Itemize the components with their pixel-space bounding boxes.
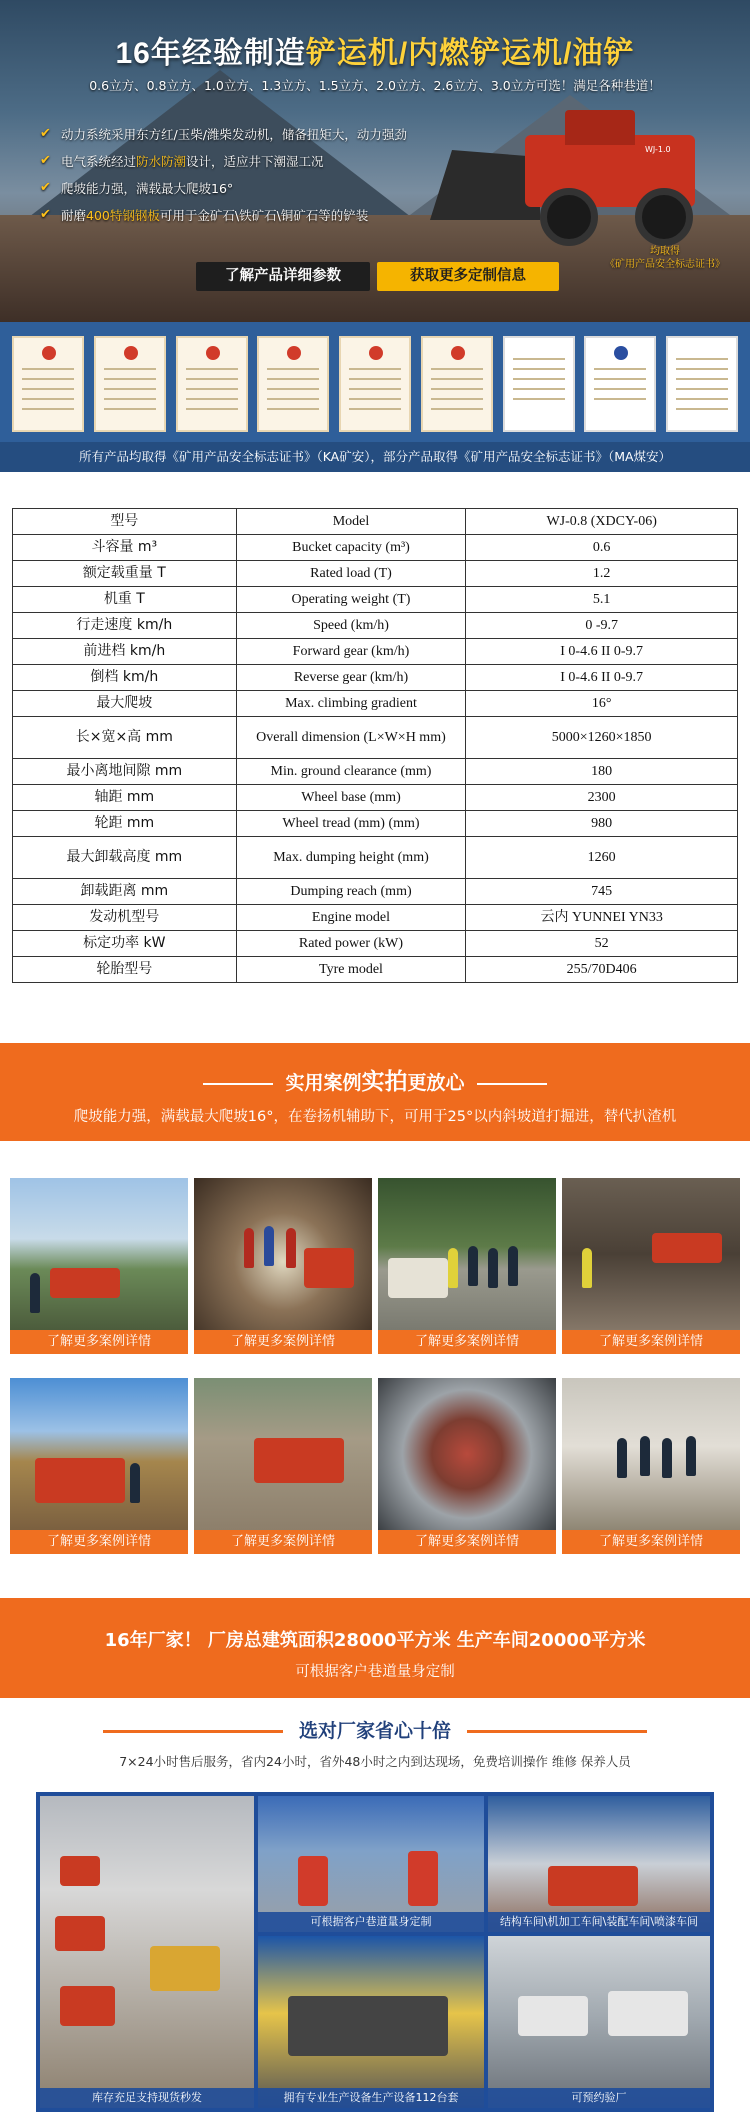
spec-value: I 0-4.6 II 0-9.7: [466, 639, 738, 665]
factory-photo-caption: 库存充足支持现货秒发: [40, 2088, 254, 2108]
certificate-image[interactable]: [257, 336, 329, 432]
spec-label-en: Model: [236, 509, 466, 535]
loader-model-label: WJ-1.0: [645, 145, 671, 154]
product-details-button[interactable]: 了解产品详细参数: [196, 262, 370, 291]
certificate-image[interactable]: [339, 336, 411, 432]
factory-photo[interactable]: [258, 1936, 484, 2108]
feature-list: [40, 120, 460, 228]
factory-photo[interactable]: [488, 1796, 710, 1932]
spec-label-cn: 行走速度 km/h: [13, 613, 237, 639]
spec-value: 5000×1260×1850: [466, 717, 738, 759]
spec-value: I 0-4.6 II 0-9.7: [466, 665, 738, 691]
spec-value: 2300: [466, 785, 738, 811]
case-photo[interactable]: [378, 1178, 556, 1330]
spec-row: [13, 759, 738, 785]
spec-label-en: Rated load (T): [236, 561, 466, 587]
factory-banner: [0, 1598, 750, 1698]
case-card[interactable]: [194, 1178, 372, 1354]
spec-value: 255/70D406: [466, 957, 738, 983]
case-card[interactable]: [378, 1378, 556, 1554]
certificate-image[interactable]: [503, 336, 575, 432]
spec-value: 745: [466, 879, 738, 905]
check-icon: ✔: [40, 179, 51, 195]
spec-label-cn: 发动机型号: [13, 905, 237, 931]
factory-photo[interactable]: [40, 1796, 254, 2108]
case-detail-link[interactable]: 了解更多案例详情: [10, 1330, 188, 1354]
spec-value: 0 -9.7: [466, 613, 738, 639]
spec-label-en: Bucket capacity (m³): [236, 535, 466, 561]
spec-value: 1260: [466, 837, 738, 879]
spec-row: [13, 931, 738, 957]
spec-label-en: Overall dimension (L×W×H mm): [236, 717, 466, 759]
hero-subtitle: 0.6立方、0.8立方、1.0立方、1.3立方、1.5立方、2.0立方、2.6立方、3.0立方可选！满足各种巷道！: [89, 78, 661, 93]
spec-row: [13, 509, 738, 535]
spec-value: 980: [466, 811, 738, 837]
check-icon: ✔: [40, 125, 51, 141]
factory-title: 16年厂家！ 厂房总建筑面积28000平方米 生产车间20000平方米: [104, 1630, 646, 1651]
loader-illustration: [430, 100, 710, 250]
case-photo[interactable]: [378, 1378, 556, 1530]
factory-photo-caption: 可根据客户巷道量身定制: [258, 1912, 484, 1932]
feature-item: ✔ 动力系统采用东方红/玉柴/潍柴发动机，储备扭矩大，动力强劲: [40, 125, 407, 142]
certificate-image[interactable]: [176, 336, 248, 432]
spec-row: [13, 587, 738, 613]
case-detail-link[interactable]: 了解更多案例详情: [562, 1330, 740, 1354]
spec-label-cn: 卸载距离 mm: [13, 879, 237, 905]
spec-label-en: Min. ground clearance (mm): [236, 759, 466, 785]
loader-wheel: [635, 188, 693, 246]
spec-value: 180: [466, 759, 738, 785]
feature-item: ✔ 电气系统经过 防水防潮 设计，适应井下潮湿工况: [40, 152, 324, 169]
feature-item: ✔ 爬坡能力强，满载最大爬坡16°: [40, 179, 234, 196]
certificate-image[interactable]: [584, 336, 656, 432]
spec-label-en: Wheel tread (mm) (mm): [236, 811, 466, 837]
certificates-section: [0, 322, 750, 472]
certificate-image[interactable]: [94, 336, 166, 432]
spec-table: [12, 508, 738, 983]
case-photo[interactable]: [10, 1178, 188, 1330]
loader-cab: [565, 110, 635, 145]
case-photo[interactable]: [194, 1178, 372, 1330]
spec-label-cn: 前进档 km/h: [13, 639, 237, 665]
feature-item: ✔ 耐磨 400特钢钢板 可用于金矿石\铁矿石\铜矿石等的铲装: [40, 206, 369, 223]
spec-label-cn: 最小离地间隙 mm: [13, 759, 237, 785]
certificate-image[interactable]: [421, 336, 493, 432]
case-description: 爬坡能力强，满载最大爬坡16°，在卷扬机辅助下，可用于25°以内斜坡道打掘进，替代扒渣机: [73, 1109, 677, 1125]
spec-label-en: Max. climbing gradient: [236, 691, 466, 717]
factory-photo[interactable]: [488, 1936, 710, 2108]
case-card[interactable]: [194, 1378, 372, 1554]
check-icon: ✔: [40, 152, 51, 168]
spec-row: [13, 613, 738, 639]
spec-row: [13, 957, 738, 983]
spec-label-en: Rated power (kW): [236, 931, 466, 957]
hero-banner: [0, 0, 750, 322]
spec-label-cn: 轴距 mm: [13, 785, 237, 811]
case-detail-link[interactable]: 了解更多案例详情: [378, 1330, 556, 1354]
spec-label-cn: 轮距 mm: [13, 811, 237, 837]
case-card[interactable]: [378, 1178, 556, 1354]
case-detail-link[interactable]: 了解更多案例详情: [10, 1530, 188, 1554]
spec-row: [13, 811, 738, 837]
spec-row: [13, 837, 738, 879]
service-description: 7×24小时售后服务，省内24小时，省外48小时之内到达现场，免费培训操作 维修 保养人员: [119, 1754, 631, 1769]
factory-photo-caption: 结构车间\机加工车间\装配车间\喷漆车间: [488, 1912, 710, 1932]
certificate-caption: 所有产品均取得《矿用产品安全标志证书》（KA矿安），部分产品取得《矿用产品安全标志证书》（MA煤安）: [0, 442, 750, 472]
spec-label-cn: 轮胎型号: [13, 957, 237, 983]
case-photo[interactable]: [194, 1378, 372, 1530]
spec-row: [13, 639, 738, 665]
service-title: 选对厂家省心十倍: [0, 1716, 750, 1743]
factory-photo-caption: 拥有专业生产设备生产设备112台套: [258, 2088, 484, 2108]
spec-row: [13, 879, 738, 905]
case-card[interactable]: [562, 1378, 740, 1554]
spec-label-en: Max. dumping height (mm): [236, 837, 466, 879]
spec-value: 5.1: [466, 587, 738, 613]
case-detail-link[interactable]: 了解更多案例详情: [378, 1530, 556, 1554]
case-detail-link[interactable]: 了解更多案例详情: [194, 1330, 372, 1354]
spec-label-cn: 标定功率 kW: [13, 931, 237, 957]
cert-note: 均取得 《矿用产品安全标志证书》: [605, 246, 725, 270]
spec-value: 52: [466, 931, 738, 957]
spec-row: [13, 691, 738, 717]
custom-info-button[interactable]: 获取更多定制信息: [377, 262, 559, 291]
spec-label-cn: 长×宽×高 mm: [13, 717, 237, 759]
factory-photo-collage: [36, 1792, 714, 2112]
hero-title: 16年经验制造铲运机/内燃铲运机/油铲: [115, 37, 635, 70]
spec-label-en: Reverse gear (km/h): [236, 665, 466, 691]
case-photo[interactable]: [562, 1378, 740, 1530]
case-card[interactable]: [562, 1178, 740, 1354]
spec-label-en: Dumping reach (mm): [236, 879, 466, 905]
hero-title-highlight: 铲运机/内燃铲运机/油铲: [305, 37, 635, 70]
spec-value: 1.2: [466, 561, 738, 587]
spec-label-cn: 最大卸载高度 mm: [13, 837, 237, 879]
spec-row: [13, 561, 738, 587]
loader-wheel: [540, 188, 598, 246]
spec-label-en: Engine model: [236, 905, 466, 931]
case-detail-link[interactable]: 了解更多案例详情: [562, 1530, 740, 1554]
spec-label-cn: 机重 T: [13, 587, 237, 613]
certificate-row: [12, 336, 738, 432]
case-title: 实用案例实拍更放心: [0, 1063, 750, 1096]
spec-label-en: Tyre model: [236, 957, 466, 983]
case-banner: [0, 1043, 750, 1141]
spec-label-cn: 斗容量 m³: [13, 535, 237, 561]
spec-value: 16°: [466, 691, 738, 717]
spec-row: [13, 535, 738, 561]
spec-value: 云内 YUNNEI YN33: [466, 905, 738, 931]
spec-label-cn: 型号: [13, 509, 237, 535]
certificate-image[interactable]: [666, 336, 738, 432]
loader-bucket: [430, 150, 540, 220]
case-photo[interactable]: [10, 1378, 188, 1530]
case-photo[interactable]: [562, 1178, 740, 1330]
check-icon: ✔: [40, 206, 51, 222]
spec-row: [13, 785, 738, 811]
certificate-image[interactable]: [12, 336, 84, 432]
factory-subtitle: 可根据客户巷道量身定制: [295, 1664, 455, 1680]
spec-row: [13, 905, 738, 931]
spec-label-en: Operating weight (T): [236, 587, 466, 613]
spec-row: [13, 665, 738, 691]
spec-label-cn: 倒档 km/h: [13, 665, 237, 691]
spec-label-cn: 额定载重量 T: [13, 561, 237, 587]
spec-row: [13, 717, 738, 759]
spec-label-cn: 最大爬坡: [13, 691, 237, 717]
spec-label-en: Speed (km/h): [236, 613, 466, 639]
spec-value: WJ-0.8 (XDCY-06): [466, 509, 738, 535]
case-detail-link[interactable]: 了解更多案例详情: [194, 1530, 372, 1554]
spec-value: 0.6: [466, 535, 738, 561]
spec-label-en: Forward gear (km/h): [236, 639, 466, 665]
factory-photo[interactable]: [258, 1796, 484, 1932]
case-card[interactable]: [10, 1178, 188, 1354]
spec-label-en: Wheel base (mm): [236, 785, 466, 811]
factory-photo-caption: 可预约验厂: [488, 2088, 710, 2108]
case-card[interactable]: [10, 1378, 188, 1554]
